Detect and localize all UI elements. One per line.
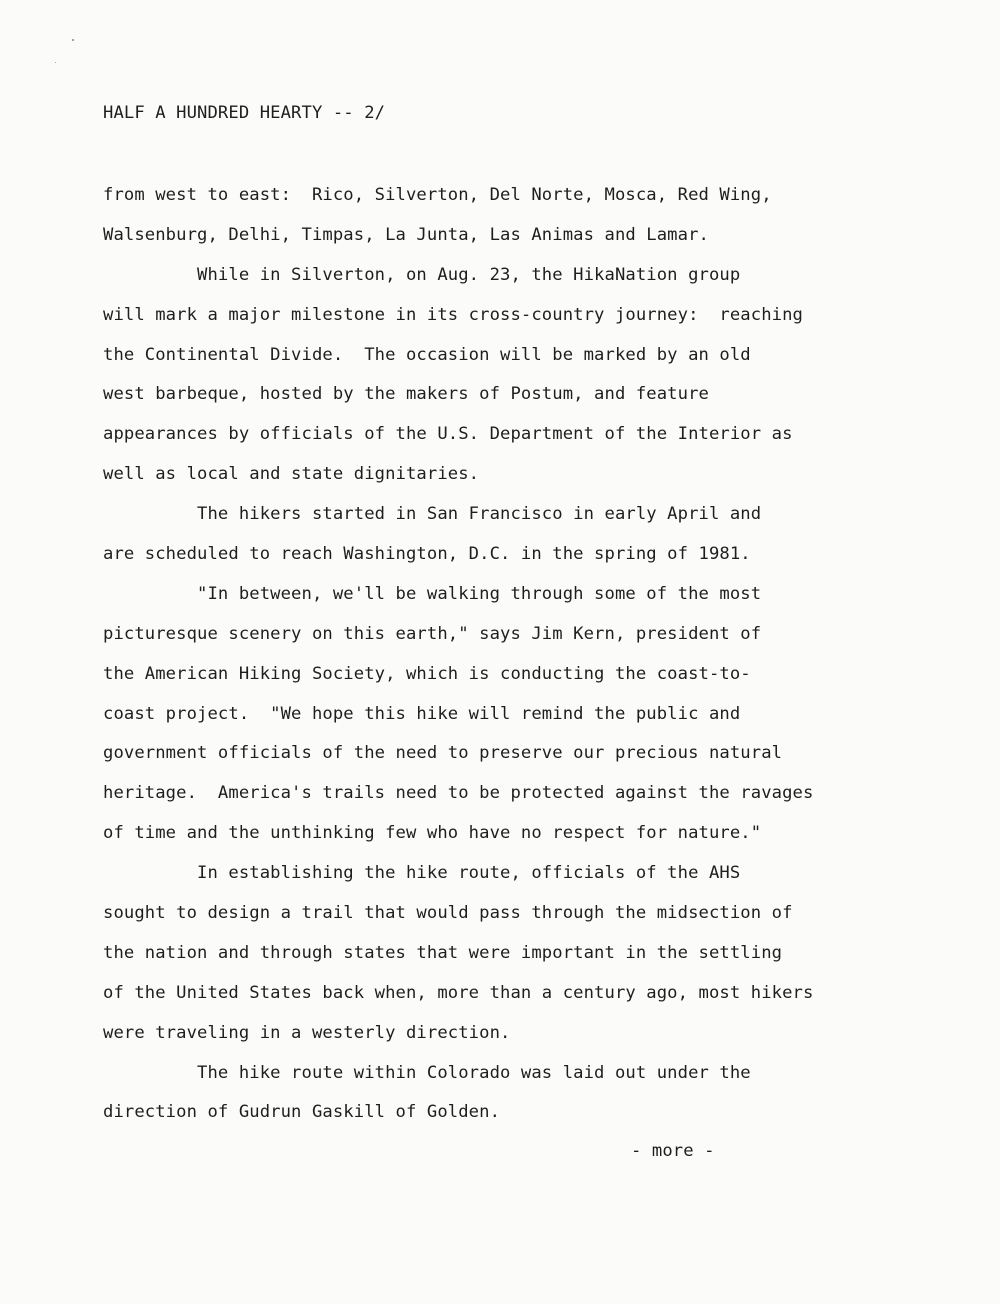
- text-line: coast project. "We hope this hike will remind the public and: [103, 703, 741, 724]
- text-line: the American Hiking Society, which is conducting the coast-to-: [103, 663, 751, 684]
- text-line: of time and the unthinking few who have no respect for nature.": [103, 823, 762, 844]
- text-line: are scheduled to reach Washington, D.C. in the spring of 1981.: [103, 544, 751, 565]
- text-line: the Continental Divide. The occasion will be marked by an old: [103, 344, 751, 365]
- paper-speck: [55, 62, 56, 63]
- text-line: picturesque scenery on this earth," says Jim Kern, president of: [103, 623, 762, 644]
- text-line: While in Silverton, on Aug. 23, the HikaNation group: [103, 264, 741, 285]
- text-line: Walsenburg, Delhi, Timpas, La Junta, Las Animas and Lamar.: [103, 224, 709, 245]
- text-line: will mark a major milestone in its cross-country journey: reaching: [103, 304, 803, 325]
- text-line: of the United States back when, more than a century ago, most hikers: [103, 982, 814, 1003]
- text-line: appearances by officials of the U.S. Department of the Interior as: [103, 424, 793, 445]
- text-line: were traveling in a westerly direction.: [103, 1022, 511, 1043]
- text-line: In establishing the hike route, officials of the AHS: [103, 863, 741, 884]
- text-line: well as local and state dignitaries.: [103, 464, 480, 485]
- text-line: west barbeque, hosted by the makers of Postum, and feature: [103, 384, 709, 405]
- text-line: from west to east: Rico, Silverton, Del Norte, Mosca, Red Wing,: [103, 185, 772, 205]
- paper-speck: [72, 39, 74, 41]
- text-line: The hikers started in San Francisco in early April and: [103, 504, 762, 525]
- text-line: sought to design a trail that would pass through the midsection of: [103, 903, 793, 924]
- text-line: direction of Gudrun Gaskill of Golden.: [103, 1102, 501, 1123]
- text-line: "In between, we'll be walking through some of the most: [103, 583, 762, 604]
- text-line: The hike route within Colorado was laid out under the: [103, 1062, 751, 1083]
- text-line: government officials of the need to preserve our precious natural: [103, 743, 783, 764]
- continuation-marker: - more -: [631, 1141, 715, 1161]
- text-line: heritage. America's trails need to be protected against the ravages: [103, 783, 814, 804]
- page-header: HALF A HUNDRED HEARTY -- 2/: [103, 103, 386, 123]
- text-line: the nation and through states that were important in the settling: [103, 942, 783, 963]
- body-text: [103, 183, 963, 1140]
